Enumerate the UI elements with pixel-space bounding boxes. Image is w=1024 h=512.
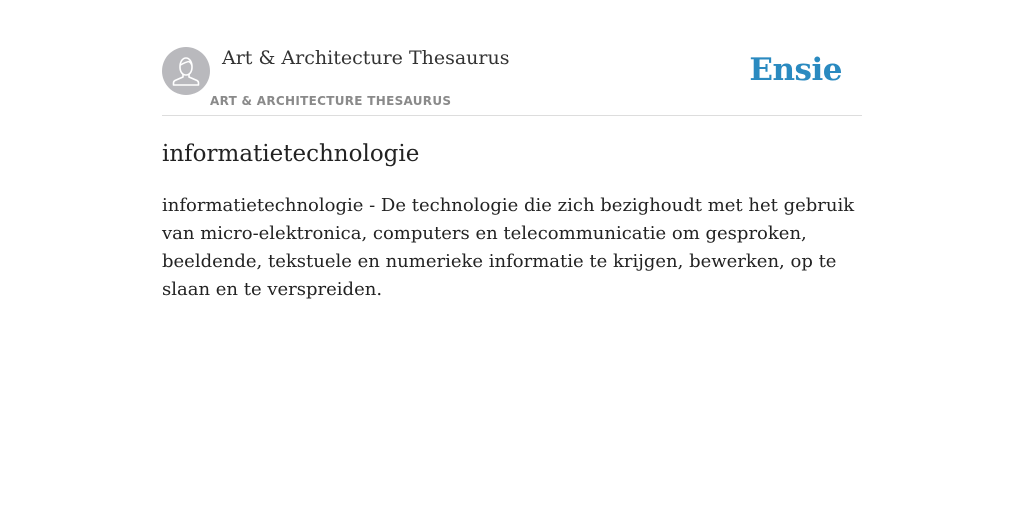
source-title[interactable]: Art & Architecture Thesaurus (222, 47, 510, 69)
user-icon (162, 47, 210, 95)
source-subtitle[interactable]: ART & ARCHITECTURE THESAURUS (210, 94, 452, 108)
entry-header (162, 0, 862, 116)
entry-term: informatietechnologie (162, 141, 420, 167)
brand-logo[interactable]: Ensie (749, 52, 842, 88)
entry-definition: informatietechnologie - De technologie die zich bezighoudt met het gebruik van micro-elektronica, computers en telecommunicatie om gesproken, beeldende, tekstuele en numerieke informatie te krijgen, bewerken, op te slaan en te verspreiden. (162, 195, 855, 300)
avatar[interactable] (162, 47, 210, 95)
entry-card (162, 0, 862, 512)
